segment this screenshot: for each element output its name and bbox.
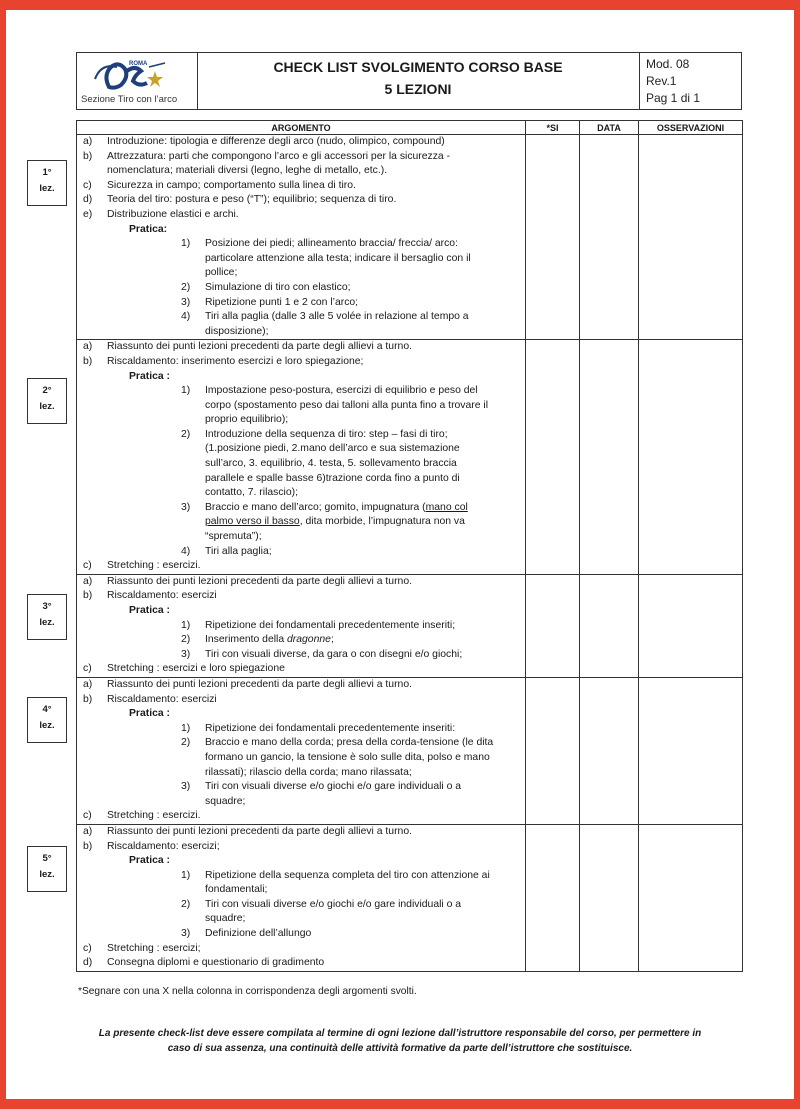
topic-line [77,515,525,530]
lesson-label [27,160,67,206]
topic-letter: d) [83,194,93,206]
osservazioni-cell[interactable] [639,574,743,677]
lesson-label [27,378,67,424]
topic-line [77,486,525,501]
topic-text: Stretching : esercizi. [107,560,201,572]
topic-line [77,869,525,884]
step-text-part: Impostazione peso-postura, esercizi di equilibrio e peso del [205,385,478,397]
topic-line [77,355,525,370]
step-text-part: ; [330,634,334,646]
step-text [205,869,490,884]
step-text [205,751,490,766]
step-text-part: corpo (spostamento peso dai talloni alla punta fino a trovare il [205,399,489,411]
step-number: 2) [181,428,191,440]
step-text-part: squadre; [205,913,246,925]
step-number: 2) [181,281,191,293]
step-text-underlined: palmo verso il basso [205,516,300,528]
topic-line [77,693,525,708]
topic-line [77,825,525,840]
topic-text: Riscaldamento: esercizi [107,693,217,705]
step-number: 1) [181,869,191,881]
step-text-part: Ripetizione dei fondamentali precedentemente inseriti: [205,722,456,734]
topic-letter: a) [83,575,93,587]
step-text [205,766,412,781]
step-text [205,795,245,810]
topic-line [77,619,525,634]
topic-line [77,370,525,385]
topic-line [77,237,525,252]
step-text [205,501,468,516]
topic-text: Riassunto dei punti lezioni precedenti da parte degli allievi a turno. [107,825,412,837]
step-text [205,927,311,942]
step-text-part: proprio equilibrio); [205,414,289,426]
data-cell[interactable] [580,340,639,575]
step-text-part: Introduzione della sequenza di tiro: step – fasi di tiro; [205,428,448,440]
lesson-row [77,135,743,340]
lesson-abbrev: lez. [39,617,55,628]
topic-line [77,751,525,766]
step-text [205,296,358,311]
step-text [205,384,478,399]
topic-text: Riscaldamento: esercizi; [107,840,220,852]
step-text [205,252,471,267]
data-cell[interactable] [580,824,639,971]
topic-letter: e) [83,208,93,220]
closing-note-line-2: caso di sua assenza, una continuità delle attività formative da parte dell’istruttore che sostituisce. [167,1043,633,1054]
step-text [205,619,455,634]
lesson-row [77,574,743,677]
header-meta-cell [640,53,741,109]
data-cell[interactable] [580,135,639,340]
document-header [76,52,742,110]
topic-text: Riscaldamento: inserimento esercizi e loro spiegazione; [107,355,364,367]
step-number: 2) [181,737,191,749]
osservazioni-cell[interactable] [639,824,743,971]
step-text-part: Definizione dell’allungo [205,928,312,940]
osservazioni-cell[interactable] [639,340,743,575]
table-header-row [77,121,743,135]
si-cell[interactable] [526,824,580,971]
topic-letter: b) [83,840,93,852]
step-text [205,780,461,795]
lesson-topics-cell [77,340,526,575]
step-text [205,457,457,472]
step-number: 3) [181,501,191,513]
data-cell[interactable] [580,574,639,677]
step-text [205,413,288,428]
si-cell[interactable] [526,677,580,824]
col-data: DATA [580,121,639,135]
topic-text: Distribuzione elastici e archi. [107,208,239,220]
lesson-abbrev: lez. [39,720,55,731]
topic-line [77,501,525,516]
step-text [205,442,460,457]
lesson-abbrev: lez. [39,183,55,194]
topic-line [77,325,525,340]
topic-line [77,266,525,281]
lesson-number: 1° [42,167,52,178]
step-number: 4) [181,311,191,323]
topic-line [77,898,525,913]
step-text-part: sull’arco, 3. equilibrio, 4. testa, 5. sollevamento braccia [205,458,457,470]
topic-line [77,809,525,824]
step-text-part: Inserimento della [205,634,288,646]
pratica-label: Pratica : [129,370,171,382]
lesson-topics-cell [77,677,526,824]
step-text [205,545,272,560]
step-text [205,912,245,927]
step-text [205,898,461,913]
lesson-number: 3° [42,601,52,612]
topic-line [77,575,525,590]
pratica-label: Pratica : [129,605,171,616]
step-text [205,428,448,443]
step-text-italic: dragonne [287,634,331,646]
topic-text: Stretching : esercizi. [107,810,201,822]
step-text-part: particolare attenzione alla testa; indicare il bersaglio con il [205,252,471,264]
step-text-part: Simulazione di tiro con elastico; [205,281,351,293]
step-text-part: Tiri con visuali diverse e/o giochi e/o gare individuali o a [205,898,462,910]
topic-line [77,530,525,545]
step-text [205,515,465,530]
topic-letter: a) [83,136,93,147]
step-text [205,883,267,898]
document-subtitle: 5 LEZIONI [384,81,452,97]
topic-text: Stretching : esercizi; [107,942,201,954]
lesson-number: 4° [42,704,52,715]
topic-letter: c) [83,179,92,191]
lesson-row [77,824,743,971]
step-text-part: rilassati); rilascio della corda; mano rilassata; [205,766,412,778]
step-text-part: Tiri alla paglia; [205,545,272,557]
step-number: 4) [181,545,191,557]
step-number: 3) [181,781,191,793]
step-text [205,722,455,737]
topic-letter: c) [83,942,92,954]
lesson-abbrev: lez. [39,401,55,412]
step-text-part: Tiri con visuali diverse, da gara o con disegni e/o giochi; [205,648,463,660]
lesson-abbrev: lez. [39,869,55,880]
step-text-part: parallele e spalle basse 6)trazione corda fino a punto di [205,472,460,484]
club-logo [91,57,171,93]
module-code: Mod. 08 [646,57,690,71]
section-name: Sezione Tiro con l’arco [81,94,178,105]
step-text-part: Tiri con visuali diverse e/o giochi e/o gare individuali o a [205,781,462,793]
topic-line [77,633,525,648]
lesson-topics-cell [77,824,526,971]
topic-letter: c) [83,810,92,822]
step-text [205,325,269,340]
osservazioni-cell[interactable] [639,677,743,824]
topic-letter: b) [83,355,93,367]
topic-line [77,854,525,869]
topic-line [77,457,525,472]
step-number: 2) [181,634,191,646]
col-si: *SI [526,121,580,135]
topic-line [77,442,525,457]
si-cell[interactable] [526,340,580,575]
topic-line [77,662,525,677]
topic-line [77,252,525,267]
step-text-part: (1.posizione piedi, 2.mano dell’arco e sua sistemazione [205,443,460,455]
step-text-part: contatto, 7. rilascio); [205,487,298,499]
topic-letter: b) [83,693,93,705]
pratica-label: Pratica : [129,855,171,867]
step-number: 3) [181,928,191,940]
topic-line [77,399,525,414]
closing-note [60,1026,740,1056]
step-text-part: “spremuta”); [205,531,262,543]
topic-line [77,340,525,355]
topic-line [77,589,525,604]
step-number: 3) [181,296,191,308]
topic-text: Riscaldamento: esercizi [107,590,217,602]
topic-line [77,428,525,443]
topic-line [77,384,525,399]
lesson-row [77,677,743,824]
si-cell[interactable] [526,135,580,340]
topic-line [77,736,525,751]
step-text-part: Tiri alla paglia (dalle 3 alle 5 volée in relazione al tempo a [205,311,469,323]
topic-text: Stretching : esercizi e loro spiegazione [107,663,285,675]
step-text-part: pollice; [205,267,238,279]
step-text-part: Ripetizione della sequenza completa del tiro con attenzione ai [205,869,490,881]
header-title-cell [197,53,640,109]
topic-line [77,648,525,663]
topic-line [77,956,525,971]
step-text-part: disposizione); [205,325,269,337]
logo-text: ROMA [129,61,148,67]
topic-text: Sicurezza in campo; comportamento sulla linea di tiro. [107,179,356,191]
topic-line [77,208,525,223]
step-text-part: Posizione dei piedi; allineamento braccia/ freccia/ arco: [205,238,458,250]
topic-text: Introduzione: tipologia e differenze degli arco (nudo, olimpico, compound) [107,136,445,147]
topic-line [77,310,525,325]
step-number: 1) [181,722,191,734]
topic-line [77,942,525,957]
topic-text: Teoria del tiro: postura e peso (“T”); equilibrio; sequenza di tiro. [107,194,397,206]
step-number: 1) [181,619,191,631]
topic-letter: d) [83,957,93,969]
page-number: Pag 1 di 1 [646,91,701,105]
topic-text: nomenclatura; materiali diversi (legno, leghe di metallo, etc.). [107,165,388,177]
step-text-part: Ripetizione dei fondamentali precedentemente inseriti; [205,619,456,631]
lesson-label [27,594,67,640]
topic-line [77,413,525,428]
topic-line [77,707,525,722]
step-text-part: Braccio e mano dell’arco; gomito, impugnatura ( [205,501,426,513]
topic-text: Riassunto dei punti lezioni precedenti da parte degli allievi a turno. [107,341,412,353]
pratica-label: Pratica: [129,223,168,235]
step-number: 1) [181,238,191,250]
topic-line [77,559,525,574]
step-text [205,736,493,751]
topic-line [77,164,525,179]
step-number: 1) [181,385,191,397]
checklist-table [76,120,743,972]
closing-note-line-1: La presente check-list deve essere compilata al termine di ogni lezione dall’istruttore responsabile del corso, per permettere in [98,1028,702,1039]
header-logo-cell [77,53,198,109]
topic-letter: a) [83,341,93,353]
lesson-label [27,846,67,892]
pratica-label: Pratica : [129,708,171,720]
topic-letter: b) [83,150,93,162]
step-text-part: Ripetizione punti 1 e 2 con l’arco; [205,296,359,308]
topic-line [77,545,525,560]
topic-line [77,223,525,238]
revision: Rev.1 [646,74,677,88]
step-text [205,310,469,325]
topic-line [77,135,525,150]
step-text [205,237,458,252]
col-argomento: ARGOMENTO [77,121,526,135]
topic-line [77,795,525,810]
topic-line [77,722,525,737]
lesson-topics-cell [77,135,526,340]
topic-letter: b) [83,590,93,602]
step-text-part: squadre; [205,795,246,807]
step-text-part: Braccio e mano della corda; presa della corda-tensione (le dita [205,737,494,749]
topic-letter: c) [83,560,92,572]
topic-letter: a) [83,825,93,837]
lesson-number: 2° [42,385,52,396]
osservazioni-cell[interactable] [639,135,743,340]
si-cell[interactable] [526,574,580,677]
topic-line [77,193,525,208]
step-text [205,648,462,663]
lesson-number: 5° [42,853,52,864]
topic-line [77,883,525,898]
topic-text: Consegna diplomi e questionario di gradimento [107,957,325,969]
topic-line [77,678,525,693]
col-osservazioni: OSSERVAZIONI [639,121,743,135]
step-number: 2) [181,898,191,910]
topic-letter: a) [83,678,93,690]
topic-line [77,296,525,311]
topic-line [77,912,525,927]
lesson-label [27,697,67,743]
step-text [205,486,298,501]
step-text [205,399,488,414]
topic-line [77,604,525,619]
topic-letter: c) [83,663,92,675]
topic-text: Riassunto dei punti lezioni precedenti da parte degli allievi a turno. [107,575,412,587]
step-text [205,472,460,487]
topic-line [77,766,525,781]
document-title: CHECK LIST SVOLGIMENTO CORSO BASE [273,59,563,75]
topic-text: Attrezzatura: parti che compongono l’arco e gli accessori per la sicurezza - [107,150,451,162]
step-text [205,266,237,281]
step-text-underlined: mano col [425,501,468,513]
topic-line [77,472,525,487]
step-text [205,633,334,648]
data-cell[interactable] [580,677,639,824]
topic-line [77,780,525,795]
step-text-part: formano un gancio, la tensione è solo sulle dita, polso e mano [205,751,490,763]
step-text-part: fondamentali; [205,884,268,896]
topic-line [77,150,525,165]
step-text-part: , dita morbide, l’impugnatura non va [299,516,465,528]
topic-line [77,840,525,855]
step-text [205,530,262,545]
footnote: *Segnare con una X nella colonna in corrispondenza degli argomenti svolti. [78,986,417,997]
topic-line [77,281,525,296]
step-text [205,281,351,296]
lesson-topics-cell [77,574,526,677]
lesson-row [77,340,743,575]
topic-line [77,927,525,942]
topic-text: Riassunto dei punti lezioni precedenti da parte degli allievi a turno. [107,678,412,690]
topic-line [77,179,525,194]
step-number: 3) [181,648,191,660]
